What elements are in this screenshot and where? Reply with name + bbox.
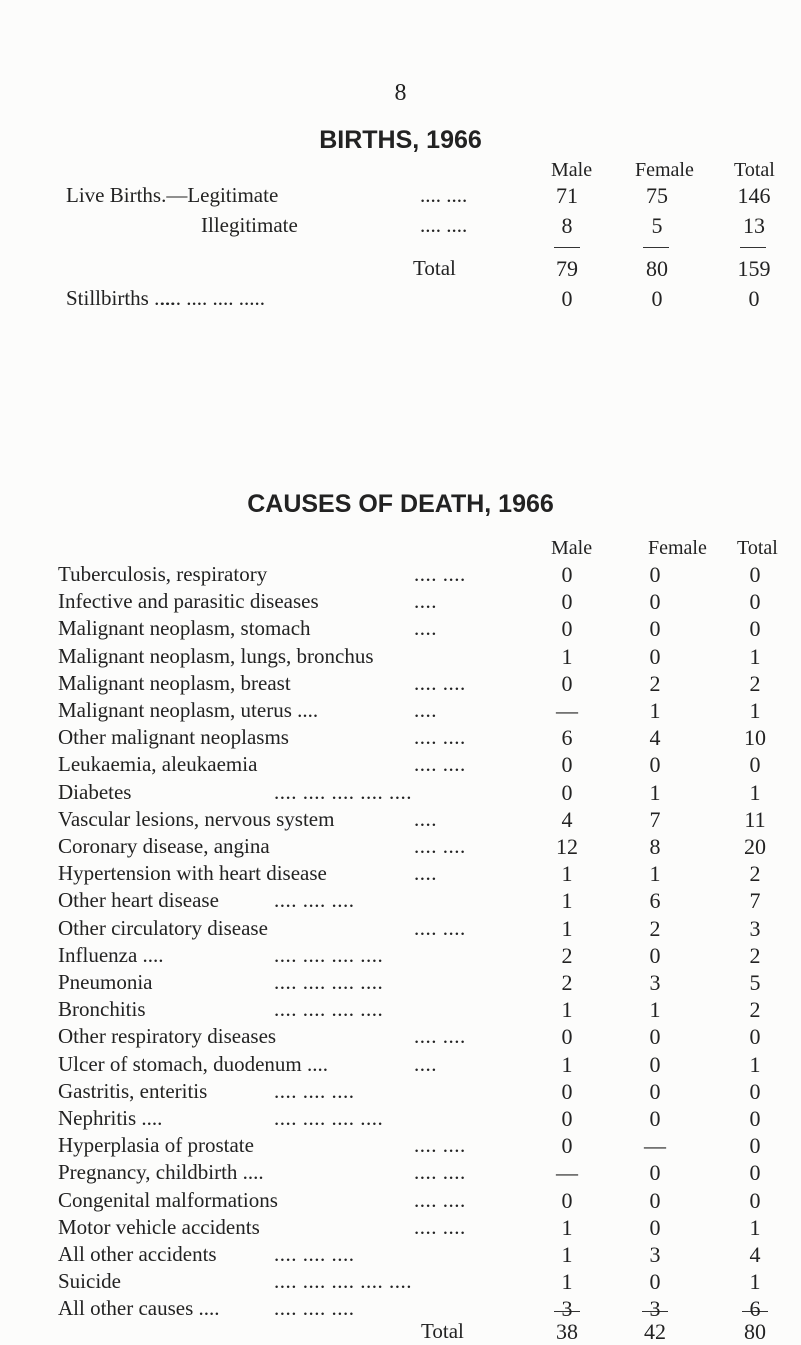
death-cell-female: 0 <box>649 752 661 777</box>
death-cell-total: 0 <box>749 616 761 641</box>
death-cell-female: 4 <box>649 725 661 750</box>
births-cell-total: 146 <box>737 183 771 208</box>
death-cause-leader: .... .... <box>414 834 466 858</box>
death-cause-label: Malignant neoplasm, uterus .... <box>58 698 319 722</box>
death-cause-label: Other heart disease <box>58 888 219 912</box>
death-cell-total: 3 <box>749 916 761 941</box>
death-cell-male: 6 <box>561 725 573 750</box>
death-cause-label: Malignant neoplasm, breast <box>58 671 291 695</box>
death-cell-male: 4 <box>561 807 573 832</box>
death-cause-label: Other circulatory disease <box>58 916 268 940</box>
death-cell-total: 7 <box>749 888 761 913</box>
death-cell-total: 0 <box>749 1079 761 1104</box>
death-cause-leader: .... .... .... .... <box>274 997 384 1021</box>
death-cell-male: 0 <box>561 780 573 805</box>
death-cell-female: 3 <box>649 1242 661 1267</box>
death-cause-label: Infective and parasitic diseases <box>58 589 319 613</box>
death-cell-total: 1 <box>749 1269 761 1294</box>
death-cause-leader: .... .... .... <box>274 1079 355 1103</box>
death-cell-female: 0 <box>649 1188 661 1213</box>
death-cause-leader: .... .... .... .... <box>274 943 384 967</box>
births-cell-total: 0 <box>748 286 760 311</box>
death-cell-female: 0 <box>649 943 661 968</box>
deaths-total-total: 80 <box>744 1319 766 1344</box>
births-row-leader: .... .... <box>420 183 468 207</box>
death-cell-male: 0 <box>561 1133 573 1158</box>
death-cause-leader: .... .... .... <box>274 1296 355 1320</box>
death-cell-male: 0 <box>561 671 573 696</box>
death-cause-leader: .... .... <box>414 752 466 776</box>
death-cell-male: 1 <box>561 644 573 669</box>
death-cause-label: Malignant neoplasm, stomach <box>58 616 311 640</box>
death-cause-leader: .... .... .... <box>274 1242 355 1266</box>
death-cell-total: 0 <box>749 1133 761 1158</box>
deaths-total-male: 38 <box>556 1319 578 1344</box>
death-cell-female: 3 <box>649 970 661 995</box>
deaths-col-male: Male <box>551 537 593 559</box>
death-cell-total: 0 <box>749 1024 761 1049</box>
death-cell-female: 1 <box>649 780 661 805</box>
births-row-label: Illegitimate <box>201 213 298 237</box>
births-cell-female: 80 <box>646 256 668 281</box>
death-cause-leader: .... <box>414 861 437 885</box>
death-cell-total: 2 <box>749 943 761 968</box>
death-cause-label: Coronary disease, angina <box>58 834 270 858</box>
death-cause-label: Other respiratory diseases <box>58 1024 277 1048</box>
death-cause-label: Pneumonia <box>58 970 153 994</box>
death-cause-leader: .... .... .... .... .... <box>274 1269 412 1293</box>
death-cause-label: Hypertension with heart disease <box>58 861 327 885</box>
death-cell-female: 0 <box>649 562 661 587</box>
births-row-leader: .... .... .... ..... <box>160 286 265 310</box>
death-cell-female: 0 <box>649 1269 661 1294</box>
death-cell-total: 1 <box>749 780 761 805</box>
death-cell-male: 12 <box>556 834 578 859</box>
births-cell-female: 75 <box>646 183 668 208</box>
death-cause-label: Pregnancy, childbirth .... <box>58 1160 264 1184</box>
death-cell-female: 2 <box>649 916 661 941</box>
death-cause-label: All other accidents <box>58 1242 217 1266</box>
death-cause-label: Hyperplasia of prostate <box>58 1133 254 1157</box>
births-col-female: Female <box>635 159 694 181</box>
death-cell-total: 0 <box>749 1188 761 1213</box>
death-cause-leader: .... <box>414 589 437 613</box>
death-cell-total: 20 <box>744 834 766 859</box>
page-number: 8 <box>394 80 407 106</box>
death-cell-female: 1 <box>649 861 661 886</box>
death-cell-male: — <box>556 698 578 723</box>
births-cell-total: 13 <box>743 213 765 238</box>
births-rule-total <box>740 247 766 248</box>
death-cell-female: 7 <box>649 807 661 832</box>
death-cell-total: 1 <box>749 1215 761 1240</box>
death-cause-label: Bronchitis <box>58 997 146 1021</box>
death-cause-label: Diabetes <box>58 780 132 804</box>
death-cell-male: 1 <box>561 1052 573 1077</box>
death-cell-total: 0 <box>749 562 761 587</box>
death-cell-female: 3 <box>649 1296 661 1321</box>
births-cell-male: 79 <box>556 256 578 281</box>
death-cell-total: 0 <box>749 752 761 777</box>
births-heading: BIRTHS, 1966 <box>319 126 482 154</box>
death-cell-male: 0 <box>561 589 573 614</box>
death-cell-male: 0 <box>561 752 573 777</box>
death-cell-female: 1 <box>649 698 661 723</box>
death-cause-leader: .... .... <box>414 916 466 940</box>
death-cell-female: — <box>644 1133 666 1158</box>
death-cause-leader: .... <box>414 1052 437 1076</box>
births-cell-female: 0 <box>651 286 663 311</box>
death-cell-male: 2 <box>561 943 573 968</box>
death-cause-label: Ulcer of stomach, duodenum .... <box>58 1052 329 1076</box>
death-cell-total: 10 <box>744 725 766 750</box>
death-cell-male: 1 <box>561 888 573 913</box>
death-cause-leader: .... <box>414 698 437 722</box>
death-cell-male: 1 <box>561 1242 573 1267</box>
births-col-total: Total <box>734 159 775 181</box>
death-cause-label: All other causes .... <box>58 1296 220 1320</box>
death-cause-label: Tuberculosis, respiratory <box>58 562 268 586</box>
death-cause-leader: .... .... .... .... <box>274 970 384 994</box>
death-cause-leader: .... .... <box>414 725 466 749</box>
death-cause-label: Vascular lesions, nervous system <box>58 807 335 831</box>
births-row-label: Total <box>413 256 456 280</box>
death-cell-total: 1 <box>749 644 761 669</box>
death-cause-label: Leukaemia, aleukaemia <box>58 752 258 776</box>
death-cause-leader: .... <box>414 807 437 831</box>
death-cell-female: 0 <box>649 1106 661 1131</box>
death-cause-leader: .... .... .... .... .... <box>274 780 412 804</box>
death-cause-leader: .... .... <box>414 1215 466 1239</box>
deaths-col-total: Total <box>737 537 778 559</box>
death-cause-leader: .... .... .... .... <box>274 1106 384 1130</box>
births-row-label: Live Births.—Legitimate <box>66 183 279 207</box>
death-cell-female: 0 <box>649 1024 661 1049</box>
death-cause-label: Malignant neoplasm, lungs, bronchus <box>58 644 374 668</box>
births-rule-male <box>554 247 580 248</box>
death-cause-label: Gastritis, enteritis <box>58 1079 208 1103</box>
death-cause-label: Nephritis .... <box>58 1106 163 1130</box>
death-cell-female: 0 <box>649 1052 661 1077</box>
death-cause-leader: .... .... <box>414 1160 466 1184</box>
death-cell-total: 1 <box>749 698 761 723</box>
death-cause-leader: .... .... .... <box>274 888 355 912</box>
death-cause-label: Influenza .... <box>58 943 164 967</box>
death-cell-female: 0 <box>649 1160 661 1185</box>
births-row-leader: .... .... <box>420 213 468 237</box>
death-cause-label: Congenital malformations <box>58 1188 278 1212</box>
death-cause-leader: .... .... <box>414 562 466 586</box>
death-cell-female: 0 <box>649 1079 661 1104</box>
death-cell-female: 1 <box>649 997 661 1022</box>
death-cell-female: 6 <box>649 888 661 913</box>
death-cell-male: 0 <box>561 616 573 641</box>
death-cell-male: 1 <box>561 1269 573 1294</box>
births-cell-male: 0 <box>561 286 573 311</box>
births-cell-male: 71 <box>556 183 578 208</box>
death-cell-total: 0 <box>749 1106 761 1131</box>
deaths-total-female: 42 <box>644 1319 666 1344</box>
death-cell-male: 1 <box>561 916 573 941</box>
death-cell-female: 0 <box>649 589 661 614</box>
death-cause-label: Motor vehicle accidents <box>58 1215 260 1239</box>
births-cell-male: 8 <box>561 213 573 238</box>
death-cell-male: 1 <box>561 861 573 886</box>
births-cell-female: 5 <box>651 213 663 238</box>
death-cell-total: 2 <box>749 671 761 696</box>
death-cause-label: Suicide <box>58 1269 121 1293</box>
death-cell-male: 0 <box>561 1106 573 1131</box>
death-cell-female: 0 <box>649 616 661 641</box>
death-cell-total: 6 <box>749 1296 761 1321</box>
death-cause-label: Other malignant neoplasms <box>58 725 289 749</box>
births-row-label: Stillbirths .... <box>66 286 176 310</box>
death-cause-leader: .... .... <box>414 1024 466 1048</box>
death-cell-female: 2 <box>649 671 661 696</box>
death-cause-leader: .... .... <box>414 1188 466 1212</box>
death-cell-male: 1 <box>561 997 573 1022</box>
births-rule-female <box>643 247 669 248</box>
death-cell-male: 2 <box>561 970 573 995</box>
death-cell-male: 0 <box>561 1079 573 1104</box>
death-cell-male: 0 <box>561 1024 573 1049</box>
death-cell-male: 0 <box>561 1188 573 1213</box>
death-cell-male: 0 <box>561 562 573 587</box>
death-cell-total: 4 <box>749 1242 761 1267</box>
death-cell-male: 1 <box>561 1215 573 1240</box>
deaths-heading: CAUSES OF DEATH, 1966 <box>247 490 554 518</box>
death-cell-total: 11 <box>744 807 766 832</box>
deaths-col-female: Female <box>648 537 707 559</box>
deaths-total-label: Total <box>421 1319 464 1343</box>
death-cell-male: — <box>556 1160 578 1185</box>
births-cell-total: 159 <box>737 256 771 281</box>
death-cell-female: 0 <box>649 644 661 669</box>
death-cause-leader: .... .... <box>414 1133 466 1157</box>
death-cell-total: 1 <box>749 1052 761 1077</box>
death-cell-total: 2 <box>749 861 761 886</box>
death-cell-total: 5 <box>749 970 761 995</box>
death-cause-leader: .... <box>414 616 437 640</box>
death-cell-female: 8 <box>649 834 661 859</box>
death-cell-male: 3 <box>561 1296 573 1321</box>
death-cell-total: 0 <box>749 589 761 614</box>
death-cell-female: 0 <box>649 1215 661 1240</box>
death-cell-total: 0 <box>749 1160 761 1185</box>
births-col-male: Male <box>551 159 593 181</box>
death-cause-leader: .... .... <box>414 671 466 695</box>
death-cell-total: 2 <box>749 997 761 1022</box>
